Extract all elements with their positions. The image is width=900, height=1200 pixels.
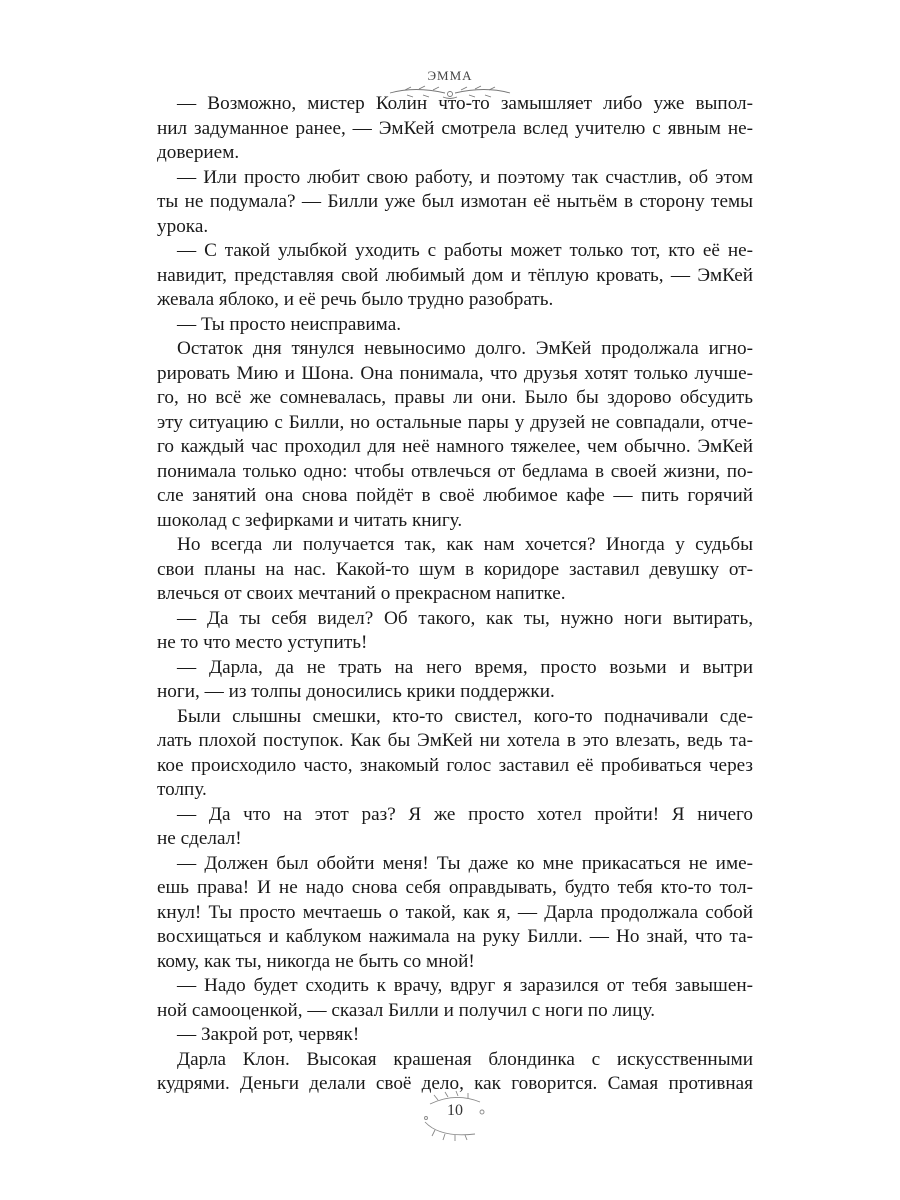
text-line: не то что место уступить! <box>157 632 368 653</box>
text-line: ной самооценкой, — сказал Билли и получил с ноги по лицу. <box>157 999 656 1021</box>
text-line: — Да что на этот раз? Я же просто хотел пройти! Я ничего <box>177 803 753 825</box>
text-line: — Надо будет сходить к врачу, вдруг я заразился от тебя завышен- <box>177 975 753 996</box>
text-line: Были слышны смешки, кто-то свистел, кого-то подначивали сде- <box>177 705 753 727</box>
text-line: Но всегда ли получается так, как нам хочется? Иногда у судьбы <box>177 534 753 555</box>
page-number-ornament <box>400 1090 510 1150</box>
text-line: понимала только одно: чтобы отвлечься от бедлама в своей жизни, по- <box>157 460 753 482</box>
text-line: ты не подумала? — Билли уже был измотан её нытьём в сторону темы <box>157 191 753 212</box>
text-line: жевала яблоко, и её речь было трудно разобрать. <box>157 289 554 310</box>
page-body-text <box>157 92 753 1097</box>
text-line: не сделал! <box>157 828 242 849</box>
running-title: ЭММА <box>427 68 473 83</box>
text-line: кое происходило часто, знакомый голос заставил её пробиваться через <box>157 754 753 776</box>
text-line: Дарла Клон. Высокая крашеная блондинка с искусственными <box>177 1048 753 1070</box>
text-line: кому, как ты, никогда не быть со мной! <box>157 950 475 972</box>
text-line: свои планы на нас. Какой-то шум в коридоре заставил девушку от- <box>157 558 753 580</box>
text-line: навидит, представляя свой любимый дом и тёплую кровать, — ЭмКей <box>157 264 753 286</box>
text-line: кнул! Ты просто мечтаешь о такой, как я, — Дарла продолжала собой <box>157 901 753 923</box>
text-line: — Возможно, мистер Колин что-то замышляет либо уже выпол- <box>177 93 753 114</box>
page-number: 10 <box>447 1102 463 1119</box>
text-line: — Да ты себя видел? Об такого, как ты, нужно ноги вытирать, <box>177 607 753 629</box>
text-line: восхищаться и каблуком нажимала на руку Билли. — Но знай, что та- <box>157 926 753 947</box>
text-line: лать плохой поступок. Как бы ЭмКей ни хотела в это влезать, ведь та- <box>157 730 753 751</box>
text-line: влечься от своих мечтаний о прекрасном напитке. <box>157 583 566 604</box>
text-line: ешь права! И не надо снова себя оправдывать, будто тебя кто-то тол- <box>157 877 753 898</box>
text-line: — С такой улыбкой уходить с работы может только тот, кто её не- <box>177 240 753 261</box>
text-line: — Или просто любит свою работу, и поэтому так счастлив, об этом <box>177 166 753 188</box>
text-line: — Ты просто неисправима. <box>177 313 402 335</box>
text-line: толпу. <box>157 779 207 800</box>
text-line: — Должен был обойти меня! Ты даже ко мне прикасаться не име- <box>177 852 753 874</box>
text-line: ноги, — из толпы доносились крики поддержки. <box>157 681 555 702</box>
text-line: шоколад с зефирками и читать книгу. <box>157 509 463 531</box>
text-line: го, но всё же сомневалась, правы ли они. Было бы здорово обсудить <box>157 387 753 408</box>
text-line: эту ситуацию с Билли, но остальные пары у друзей не совпадали, отче- <box>157 411 753 433</box>
text-line: доверием. <box>157 142 240 163</box>
text-line: Остаток дня тянулся невыносимо долго. ЭмКей продолжала игно- <box>177 338 753 359</box>
text-line: — Закрой рот, червяк! <box>177 1024 360 1045</box>
text-line: сле занятий она снова пойдёт в своё любимое кафе — пить горячий <box>157 485 753 506</box>
text-line: урока. <box>157 215 209 237</box>
text-line: го каждый час проходил для неё намного тяжелее, чем обычно. ЭмКей <box>157 436 753 457</box>
laurel-wreath-icon <box>400 1090 510 1150</box>
text-line: нил задуманное ранее, — ЭмКей смотрела вслед учителю с явным не- <box>157 117 753 139</box>
text-line: — Дарла, да не трать на него время, просто возьми и вытри <box>177 656 753 678</box>
text-line: рировать Мию и Шона. Она понимала, что друзья хотят только лучше- <box>157 362 753 384</box>
text-line: кудрями. Деньги делали своё дело, как говорится. Самая противная <box>157 1073 753 1094</box>
